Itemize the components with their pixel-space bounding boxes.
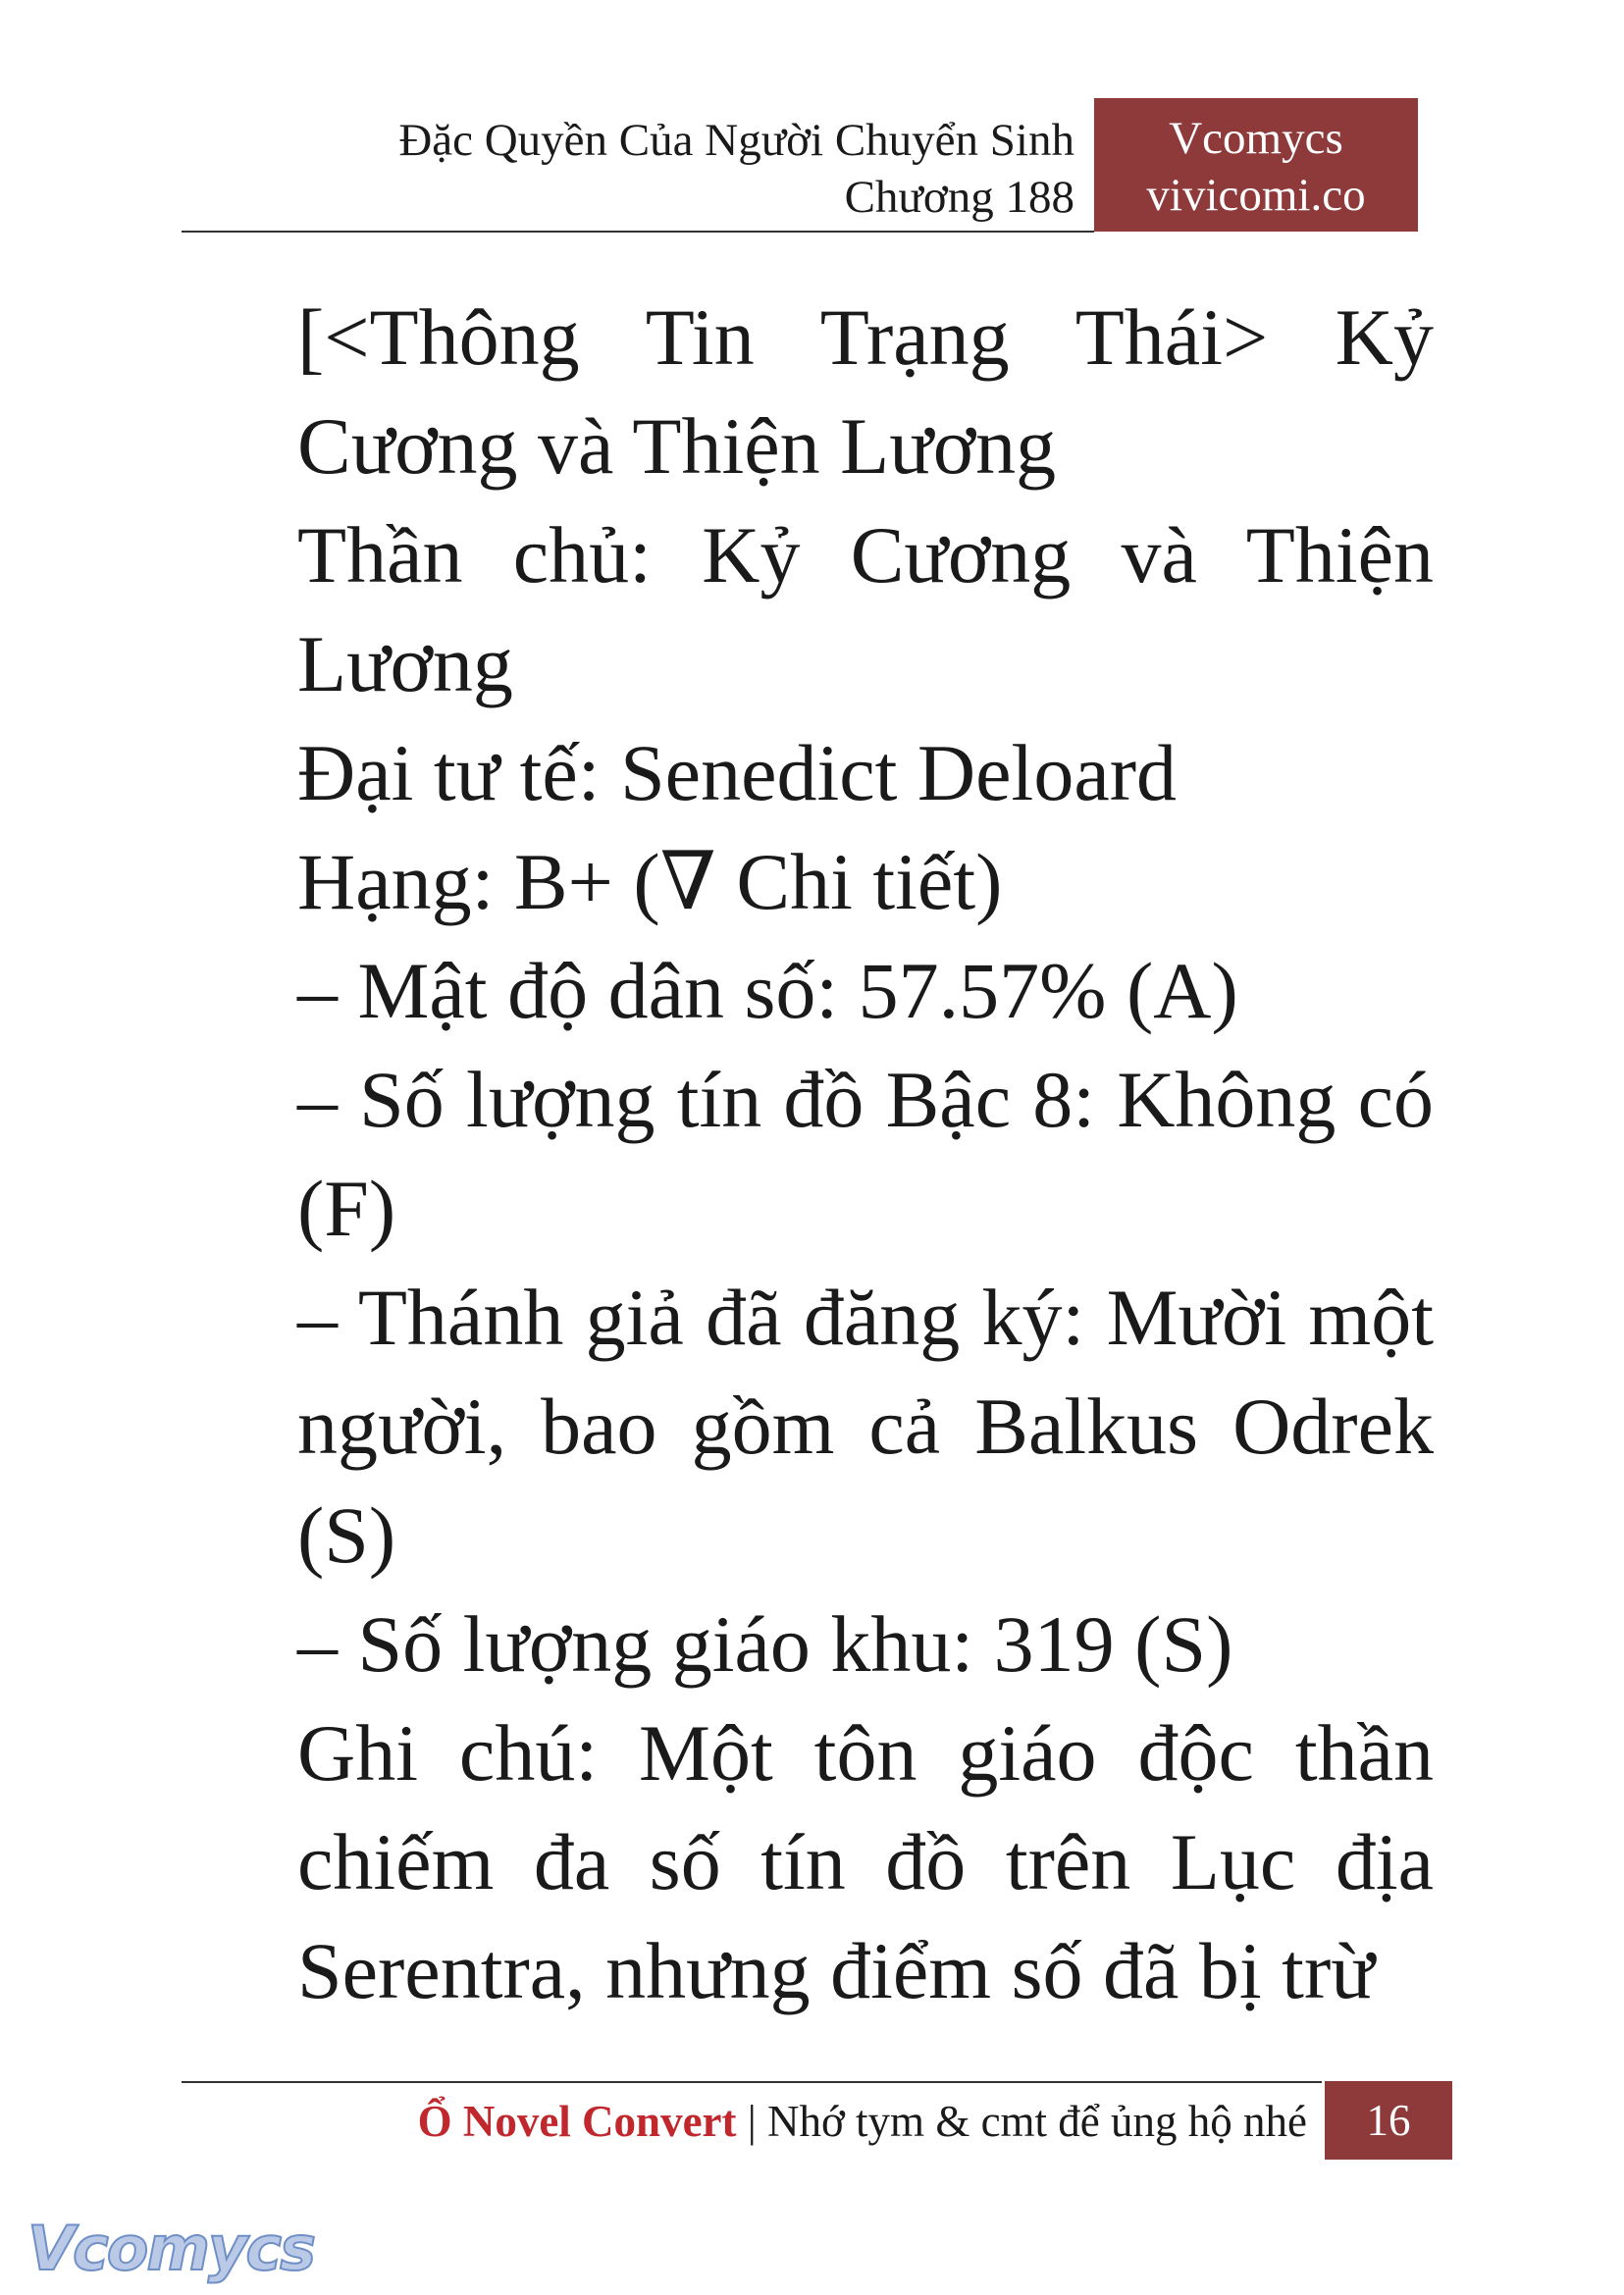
- paragraph: Ghi chú: Một tôn giáo độc thần chiếm đa số tín đồ trên Lục địa Serentra, nhưng điểm số đã bị trừ: [297, 1708, 1434, 2015]
- site-url: vivicomi.co: [1146, 170, 1366, 221]
- chapter-label: Chương 188: [844, 172, 1074, 223]
- page-footer: [182, 2081, 1452, 2160]
- header-divider: [182, 231, 1094, 233]
- paragraph: Đại tư tế: Senedict Deloard: [297, 728, 1178, 817]
- paragraph: Hạng: B+ (∇ Chi tiết): [297, 837, 1003, 926]
- book-title: Đặc Quyền Của Người Chuyển Sinh: [398, 115, 1074, 166]
- footer-note: Nhớ tym & cmt để ủng hộ nhé: [767, 2097, 1307, 2146]
- footer-separator: |: [736, 2097, 768, 2146]
- header-titles: [398, 112, 1074, 226]
- watermark-logo: Vcomycs: [27, 2213, 315, 2284]
- page-number: 16: [1325, 2081, 1452, 2160]
- paragraph: – Số lượng tín đồ Bậc 8: Không có (F): [297, 1055, 1434, 1253]
- site-badge: [1094, 98, 1418, 232]
- footer-brand: Ổ Novel Convert: [417, 2097, 737, 2146]
- site-name: Vcomycs: [1169, 113, 1343, 164]
- paragraph: – Số lượng giáo khu: 319 (S): [297, 1599, 1233, 1689]
- page-body: [297, 283, 1434, 2025]
- paragraph: – Mật độ dân số: 57.57% (A): [297, 946, 1238, 1035]
- paragraph: [<Thông Tin Trạng Thái> Kỷ Cương và Thiện Lương: [297, 292, 1434, 491]
- page-header: [182, 98, 1418, 232]
- paragraph: – Thánh giả đã đăng ký: Mười một người, bao gồm cả Balkus Odrek (S): [297, 1273, 1434, 1580]
- paragraph: Thần chủ: Kỷ Cương và Thiện Lương: [297, 510, 1434, 708]
- footer-text: [418, 2095, 1307, 2148]
